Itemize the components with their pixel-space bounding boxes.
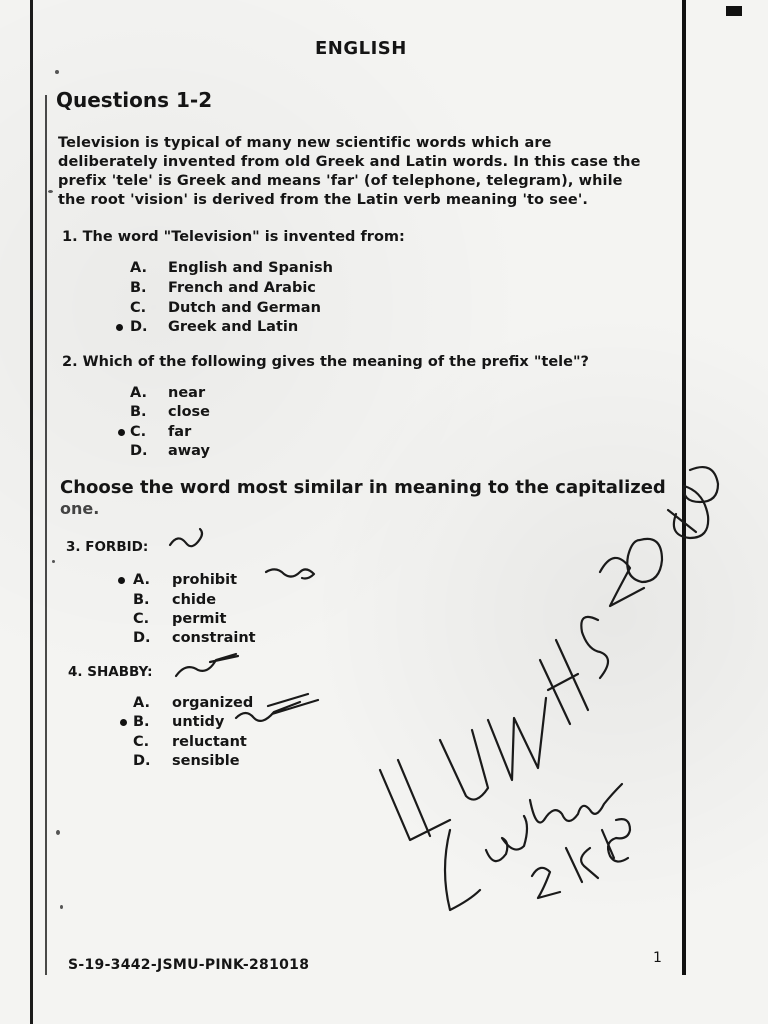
stamp-letter [380, 760, 450, 840]
urdu-note-forbid [170, 529, 202, 546]
option-letter: A. [130, 260, 147, 276]
urdu-note-prohibit [266, 569, 314, 578]
option-text: away [168, 443, 210, 459]
stamp-letter [488, 698, 546, 780]
option-letter: A. [133, 695, 150, 711]
option-letter: D. [133, 753, 151, 769]
stamp-letter [581, 617, 608, 678]
option-letter: C. [130, 424, 147, 440]
stamp-digit [627, 539, 662, 582]
stamp-digit [668, 510, 696, 532]
option-letter: B. [130, 280, 147, 296]
option-text: far [168, 424, 192, 440]
option-text: sensible [172, 753, 240, 769]
stamp-digit [600, 558, 644, 606]
stamp-letter [440, 730, 488, 800]
page-title: ENGLISH [315, 38, 407, 59]
option-text: permit [172, 611, 227, 627]
option-text: constraint [172, 630, 256, 646]
option-text: English and Spanish [168, 260, 333, 276]
signature-stroke [602, 819, 630, 861]
instruction-line: Choose the word most similar in meaning to the capitalized [60, 477, 666, 498]
option-text: Greek and Latin [168, 319, 299, 335]
question-1-stem: 1. The word "Television" is invented from: [62, 229, 405, 245]
option-letter: C. [130, 300, 147, 316]
document-code: S-19-3442-JSMU-PINK-281018 [68, 957, 310, 973]
passage-line: Television is typical of many new scientific words which are [58, 135, 552, 151]
option-text: untidy [172, 714, 225, 730]
section-heading: Questions 1-2 [56, 88, 213, 112]
signature-stroke [530, 784, 622, 823]
question-2-stem: 2. Which of the following gives the meaning of the prefix "tele"? [62, 354, 589, 370]
option-text: close [168, 404, 210, 420]
option-letter: C. [133, 734, 150, 750]
option-text: Dutch and German [168, 300, 321, 316]
option-letter: D. [130, 319, 148, 335]
option-text: organized [172, 695, 254, 711]
option-text: near [168, 385, 206, 401]
page-number: 1 [653, 950, 662, 966]
option-letter: B. [133, 592, 150, 608]
option-text: chide [172, 592, 217, 608]
instruction-line: one. [60, 499, 100, 518]
stamp-digit [674, 467, 718, 538]
option-letter: A. [133, 572, 150, 588]
passage-line: the root 'vision' is derived from the Latin verb meaning 'to see'. [58, 192, 588, 208]
option-text: prohibit [172, 572, 238, 588]
option-letter: D. [133, 630, 151, 646]
urdu-note-untidy [236, 694, 318, 721]
option-letter: C. [133, 611, 150, 627]
option-letter: A. [130, 385, 147, 401]
option-letter: D. [130, 443, 148, 459]
stamp-letter [540, 640, 588, 724]
question-4-stem: 4. SHABBY: [68, 664, 153, 680]
passage-line: deliberately invented from old Greek and Latin words. In this case the [58, 154, 641, 170]
option-letter: B. [133, 714, 150, 730]
option-text: reluctant [172, 734, 247, 750]
option-text: French and Arabic [168, 280, 316, 296]
passage-line: prefix 'tele' is Greek and means 'far' (of telephone, telegram), while [58, 173, 623, 189]
urdu-note-shabby [176, 654, 238, 676]
option-letter: B. [130, 404, 147, 420]
question-3-stem: 3. FORBID: [66, 539, 149, 555]
